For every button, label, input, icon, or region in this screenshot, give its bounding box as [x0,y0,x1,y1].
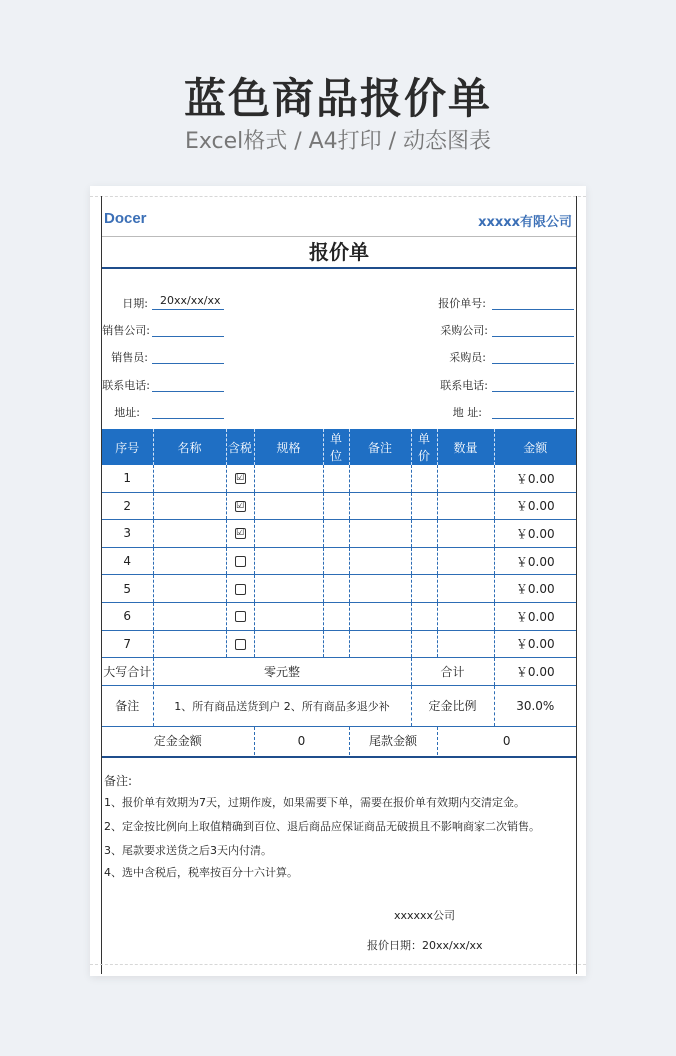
amount-cell: ￥0.00 [494,575,576,603]
info-label: 联系电话: [440,379,488,392]
info-label: 销售员: [111,351,148,364]
quantity-cell[interactable] [437,492,494,520]
name-cell[interactable] [153,492,226,520]
price-cell[interactable] [411,520,437,548]
spec-cell[interactable] [254,602,323,630]
quantity-cell[interactable] [437,520,494,548]
sheet-gridline [90,964,586,965]
table-row [102,575,576,603]
checkbox-unchecked-icon[interactable] [235,556,246,567]
deposit-amount-value: 0 [254,726,349,755]
checkbox-checked-icon[interactable]: ☑ [235,528,245,539]
notes-title: 备注: [104,774,133,788]
name-cell[interactable] [153,575,226,603]
info-row-sales-company [102,319,342,339]
tax-cell[interactable] [226,547,254,575]
remark-value[interactable]: 1、所有商品送货到户 2、所有商品多退少补 [153,685,411,726]
remark-cell[interactable] [349,465,411,492]
table-header-row [102,429,576,465]
document-title: 报价单 [102,236,576,269]
purchase-company-field[interactable] [492,319,574,337]
info-label: 报价单号: [438,297,486,310]
column-header: 金额 [494,429,576,465]
unit-cell[interactable] [323,630,349,658]
purchaser-field[interactable] [492,346,574,364]
price-cell[interactable] [411,630,437,658]
note-item: 4、选中含税后，税率按百分十六计算。 [104,866,298,879]
row-number: 7 [102,630,153,658]
column-header: 名称 [153,429,226,465]
spec-cell[interactable] [254,465,323,492]
balance-label: 尾款金额 [349,726,437,755]
column-header: 含税 [226,429,254,465]
note-item: 1、报价单有效期为7天，过期作废，如果需要下单，需要在报价单有效期内交清定金。 [104,796,525,809]
checkbox-unchecked-icon[interactable] [235,611,246,622]
table-row [102,465,576,492]
note-item: 3、尾款要求送货之后3天内付清。 [104,844,272,857]
info-label: 采购员: [449,351,486,364]
spec-cell[interactable] [254,630,323,658]
column-header: 序号 [102,429,153,465]
tax-cell[interactable] [226,520,254,548]
hero-subtitle: Excel格式 / A4打印 / 动态图表 [184,129,492,154]
row-number: 5 [102,575,153,603]
quote-number-field[interactable] [492,292,574,310]
tax-cell[interactable] [226,575,254,603]
remark-cell[interactable] [349,602,411,630]
info-row-address-right [402,401,576,421]
name-cell[interactable] [153,547,226,575]
info-label: 地 址: [452,406,482,419]
balance-value: 0 [502,733,511,748]
amount-cell: ￥0.00 [494,520,576,548]
quantity-cell[interactable] [437,602,494,630]
items-table [102,429,576,755]
price-cell[interactable] [411,465,437,492]
column-header: 单位 [323,429,349,465]
column-header: 单价 [411,429,437,465]
deposit-amount-label: 定金金额 [102,726,254,755]
column-header: 规格 [254,429,323,465]
tax-cell[interactable] [226,465,254,492]
info-row-purchase-company [402,319,576,339]
salesperson-field[interactable] [152,346,224,364]
table-row [102,520,576,548]
checkbox-checked-icon[interactable]: ☑ [235,500,245,511]
info-label: 日期: [122,297,148,310]
checkbox-unchecked-icon[interactable] [235,639,246,650]
remark-cell[interactable] [349,630,411,658]
column-header: 备注 [349,429,411,465]
info-row-quote-no [402,292,576,312]
table-row [102,630,576,658]
row-number: 1 [102,465,153,492]
table-bottom-rule [102,756,576,758]
quantity-cell[interactable] [437,465,494,492]
row-number: 6 [102,602,153,630]
purchase-address-field[interactable] [492,401,574,419]
quotation-document [101,196,577,974]
tax-cell[interactable] [226,602,254,630]
sales-company-field[interactable] [152,319,224,337]
row-number: 2 [102,492,153,520]
total-value: ￥0.00 [494,658,576,686]
info-row-phone-right [402,374,576,394]
unit-cell[interactable] [323,547,349,575]
sales-phone-field[interactable] [152,374,224,392]
checkbox-unchecked-icon[interactable] [235,584,246,595]
column-header: 数量 [437,429,494,465]
amount-cell: ￥0.00 [494,492,576,520]
amount-cell: ￥0.00 [494,630,576,658]
spec-cell[interactable] [254,575,323,603]
date-field[interactable]: 20xx/xx/xx [152,292,224,310]
row-number: 3 [102,520,153,548]
info-row-purchaser [402,346,576,366]
unit-cell[interactable] [323,520,349,548]
remark-row [102,685,576,726]
remark-cell[interactable] [349,520,411,548]
info-row-date [102,292,342,312]
deposit-ratio-value[interactable]: 30.0% [494,685,576,726]
spreadsheet-page [90,186,586,976]
unit-cell[interactable] [323,575,349,603]
sign-company: xxxxxx公司 [394,909,456,922]
name-cell[interactable] [153,630,226,658]
table-row [102,602,576,630]
name-cell[interactable] [153,465,226,492]
unit-cell[interactable] [323,602,349,630]
price-cell[interactable] [411,602,437,630]
unit-cell[interactable] [323,492,349,520]
amount-cell: ￥0.00 [494,465,576,492]
quantity-cell[interactable] [437,547,494,575]
info-label: 联系电话: [102,379,150,392]
tax-cell[interactable] [226,630,254,658]
name-cell[interactable] [153,520,226,548]
spec-cell[interactable] [254,492,323,520]
total-upper-value: 零元整 [153,658,411,686]
table-row [102,492,576,520]
price-cell[interactable] [411,492,437,520]
deposit-row [102,726,576,755]
spec-cell[interactable] [254,547,323,575]
info-row-phone-left [102,374,342,394]
price-cell[interactable] [411,547,437,575]
quantity-cell[interactable] [437,630,494,658]
sales-address-field[interactable] [152,401,224,419]
row-number: 4 [102,547,153,575]
remark-cell[interactable] [349,492,411,520]
info-row-salesperson [102,346,342,366]
quantity-cell[interactable] [437,575,494,603]
unit-cell[interactable] [323,465,349,492]
brand-logo-text: Docer [104,210,147,227]
remark-cell[interactable] [349,547,411,575]
sign-date: 报价日期：20xx/xx/xx [367,939,483,952]
info-label: 地址: [114,406,140,419]
name-cell[interactable] [153,602,226,630]
tax-cell[interactable] [226,492,254,520]
total-label: 合计 [411,658,494,686]
info-row-address-left [102,401,342,421]
amount-cell: ￥0.00 [494,547,576,575]
hero-title: 蓝色商品报价单 [183,74,492,123]
deposit-ratio-label: 定金比例 [411,685,494,726]
checkbox-checked-icon[interactable]: ☑ [235,473,245,484]
price-cell[interactable] [411,575,437,603]
amount-cell: ￥0.00 [494,602,576,630]
spec-cell[interactable] [254,520,323,548]
info-label: 采购公司: [440,324,488,337]
total-upper-label: 大写合计 [102,658,153,686]
remark-label: 备注 [102,685,153,726]
note-item: 2、定金按比例向上取值精确到百位、退后商品应保证商品无破损且不影响商家二次销售。 [104,820,540,833]
purchase-phone-field[interactable] [492,374,574,392]
info-label: 销售公司: [102,324,150,337]
total-row [102,658,576,686]
remark-cell[interactable] [349,575,411,603]
table-row [102,547,576,575]
company-name: xxxxx有限公司 [478,215,572,230]
